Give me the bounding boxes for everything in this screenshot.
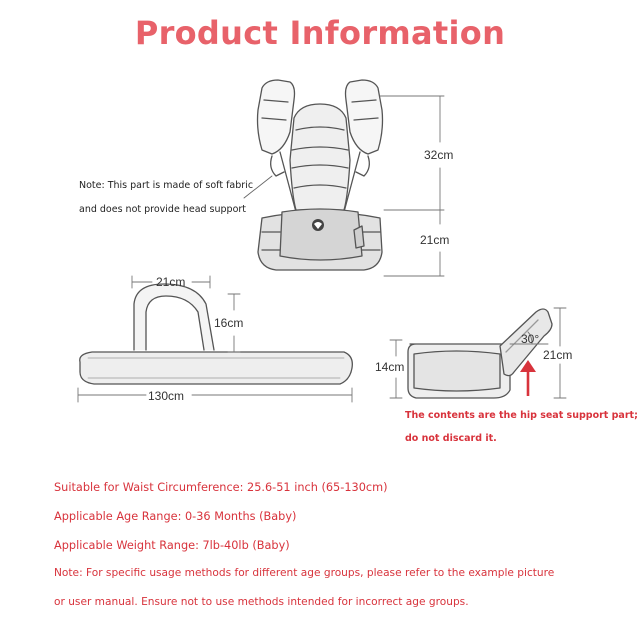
- spec-usage-note-line1: Note: For specific usage methods for different age groups, please refer to the example picture: [54, 567, 555, 579]
- support-arrow-icon: [520, 360, 536, 396]
- page-title: Product Information: [134, 14, 506, 52]
- head-support-note-line2: and does not provide head support: [79, 204, 247, 215]
- head-support-note-line1: Note: This part is made of soft fabric: [79, 180, 254, 191]
- spec-waist-circumference: Suitable for Waist Circumference: 25.6-51 inch (65-130cm): [54, 481, 388, 494]
- waist-belt-illustration: [80, 284, 353, 384]
- carrier-lower-height-label: 21cm: [420, 233, 450, 247]
- spec-age-range: Applicable Age Range: 0-36 Months (Baby): [54, 510, 297, 523]
- hip-seat-height-label: 21cm: [543, 348, 573, 362]
- hip-seat-caption-line1: The contents are the hip seat support part;: [405, 410, 638, 421]
- spec-usage-note-line2: or user manual. Ensure not to use methods intended for incorrect age groups.: [54, 596, 469, 608]
- hip-seat-caption-line2: do not discard it.: [405, 433, 497, 444]
- hip-seat-front-label: 14cm: [375, 360, 405, 374]
- belt-arch-width-label: 21cm: [156, 275, 186, 289]
- hip-seat-angle-label: 30°: [521, 332, 540, 346]
- hip-seat-illustration: [408, 309, 552, 398]
- carrier-upper-height-label: 32cm: [424, 148, 454, 162]
- belt-length-label: 130cm: [148, 389, 185, 403]
- spec-weight-range: Applicable Weight Range: 7lb-40lb (Baby): [54, 539, 290, 552]
- belt-arch-height-label: 16cm: [214, 316, 244, 330]
- carrier-front-illustration: [258, 80, 383, 270]
